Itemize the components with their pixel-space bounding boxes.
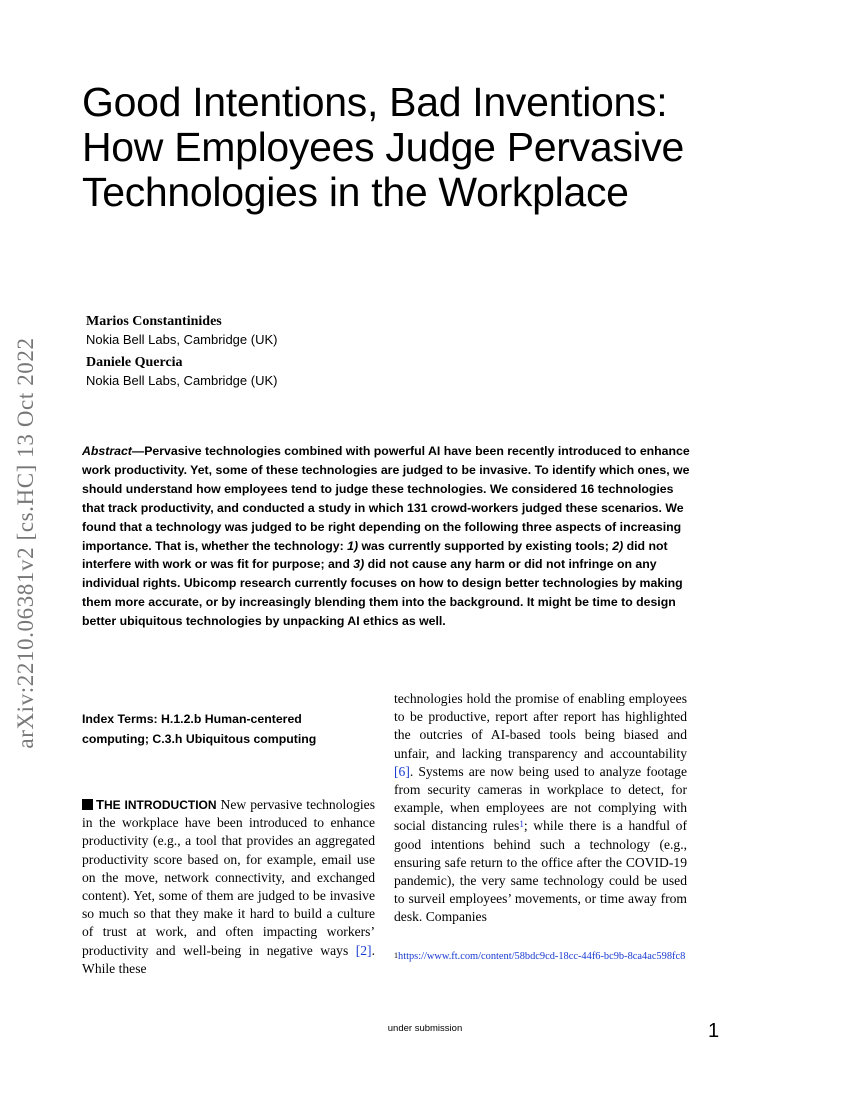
intro-paragraph (82, 796, 375, 978)
abstract-text: —Pervasive technologies combined with powerful AI have been recently introduced to enhance work productivity. Yet, some of these technologies are judged to be invasive. To identify which ones, we should understand how employees tend to judge these technologies. We considered 16 technologies that track productivity, and conducted a study in which 131 crowd-workers judged these scenarios. We found that a technology was judged to be right depending on the following three aspects of increasing importance. That is, whether the technology: (82, 444, 690, 553)
abstract-item-number: 1) (347, 538, 359, 553)
abstract-text: was currently supported by existing tools; (358, 538, 613, 553)
page-number: 1 (708, 1020, 720, 1042)
footnote (394, 949, 694, 964)
abstract-item-number: 2) (612, 538, 624, 553)
body-text: technologies hold the promise of enabling employees to be productive, report after report has highlighted the outcries of AI-based tools being biased and unfair, and lacking transparency and accountability (394, 691, 687, 761)
intro-text: New pervasive technologies in the workplace have been introduced to enhance productivity (e.g., a tool that provides an aggregated productivity score based on, for example, email use on the move, network connectivity, and exchanged content). Yet, some of them are judged to be invasive so much so that they make it hard to build a culture of trust at work, and often impacting workers’ productivity and well-being in negative ways (82, 797, 375, 958)
section-heading: THE INTRODUCTION (96, 797, 217, 812)
citation-link[interactable]: [2] (355, 942, 372, 958)
author-block (86, 313, 277, 349)
abstract-item-number: 3) (353, 557, 365, 572)
paper-title: Good Intentions, Bad Inventions: How Employees Judge Pervasive Technologies in the Workplace (82, 79, 685, 215)
citation-link[interactable]: [6] (394, 763, 410, 779)
arxiv-stamp (4, 298, 48, 788)
section-marker-icon (82, 799, 93, 810)
footer-note: under submission (387, 1023, 463, 1034)
arxiv-stamp-text: arXiv:2210.06381v2 [cs.HC] 13 Oct 2022 (13, 337, 38, 749)
right-paragraph (394, 690, 687, 927)
author-block (86, 354, 277, 390)
abstract-text: did not cause any harm or did not infringe on any individual rights. Ubicomp research currently focuses on how to design better technologies by making them more accurate, or by increasingly blending them into the background. It might be time to design better ubiquitous technologies by unpacking AI ethics as well. (82, 557, 683, 629)
footnote-number: 1 (394, 951, 398, 960)
author-name: Daniele Quercia (86, 355, 183, 370)
abstract-label: Abstract (82, 444, 132, 458)
body-text: . Systems are now being used to analyze footage from security cameras in workplace to detect, for example, when employees are not complying with social distancing rules (394, 763, 687, 834)
body-text: ; while there is a handful of good intentions behind such a technology (e.g., ensuring safe return to the office after the COVID-19 pandemic), the very same technology could be used to surveil employees’ movements, or time away from desk. Companies (394, 818, 687, 925)
intro-column (82, 796, 375, 978)
author-name: Marios Constantinides (86, 314, 222, 329)
right-column (394, 690, 687, 927)
author-affiliation: Nokia Bell Labs, Cambridge (UK) (86, 332, 278, 347)
abstract (82, 442, 690, 631)
footnote-url-link[interactable]: https://www.ft.com/content/58bdc9cd-18cc-44f6-bc9b-8ca4ac598fc8 (398, 951, 686, 962)
intro-text: . While these (82, 942, 375, 976)
footnote-marker[interactable]: 1 (519, 819, 524, 830)
index-terms: Index Terms: H.1.2.b Human-centered computing; C.3.h Ubiquitous computing (82, 712, 317, 746)
abstract-text: did not interfere with work or was fit for purpose; and (82, 538, 668, 572)
author-affiliation: Nokia Bell Labs, Cambridge (UK) (86, 373, 278, 388)
